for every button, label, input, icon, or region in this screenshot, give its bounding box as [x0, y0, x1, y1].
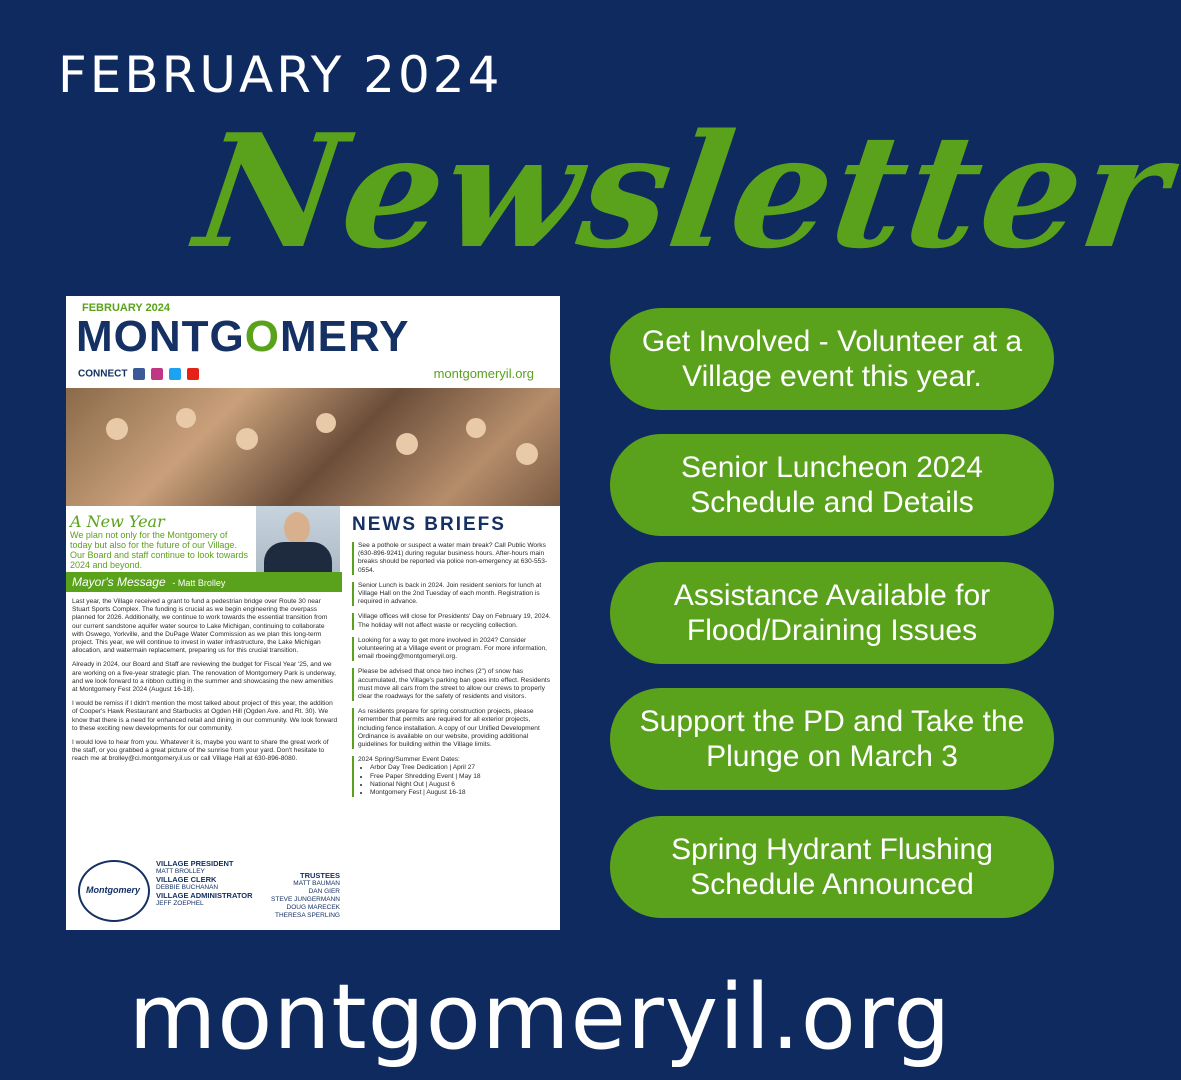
mayor-message-body: Last year, the Village received a grant to fund a pedestrian bridge over Route 30 near Stuart Sports Complex. The funding is crucial as we begin engineering the overpass planned for 2026. Additionally, we continue to work towards the essential transition from our current sandstone aquifer water source to Lake Michigan, continuing to collaborate with Oswego, Yorkville, and the DuPage Water Commission as we plan this long-term project. This year, we will continue to invest in water infrastructure, the Lake Michigan allocation, and watermain replacement, preparing us for this crucial transition. Already in 2024, our Board and Staff are reviewing the budget for Fiscal Year '25, and we are working on a five-year strategic plan. The renovation of Montgomery Park is underway, and we look forward to a ribbon cutting in the summer and showcasing the new amenities at Montgomery Fest 2024 (August 16-18). I would be remiss if I didn't mention the most talked about project of this year, the addition of Cooper's Hawk Restaurant and Starbucks at Ogden Hill (Ogden Ave. and Rt. 30). We know that there is a need for enhanced retail and dining in our community. We look forward to these exciting new developments for our community. I would love to hear from you. Whatever it is, maybe you want to share the great work of the staff, or you grabbed a great picture of the sunrise from your yard. Don't hesitate to reach me at brolley@ci.montgomery.il.us or call Village Hall at 630-896-8080.	[72, 598, 338, 763]
thumb-brand: MONTGOMERY	[76, 312, 410, 361]
mayor-message-bar: Mayor's Message - Matt Brolley	[66, 572, 342, 592]
instagram-icon	[151, 368, 163, 380]
twitter-icon	[169, 368, 181, 380]
thumb-new-year-sub: We plan not only for the Montgomery of today but also for the future of our Village. Our Board and staff continue to look towards 2024 and beyond.	[70, 530, 248, 570]
header-month: FEBRUARY 2024	[58, 46, 503, 104]
pill-senior-luncheon[interactable]: Senior Luncheon 2024 Schedule and Details	[610, 434, 1054, 536]
facebook-icon	[133, 368, 145, 380]
pill-flood-assistance[interactable]: Assistance Available for Flood/Draining Issues	[610, 562, 1054, 664]
senior-luncheon-photo	[66, 388, 560, 506]
pill-polar-plunge[interactable]: Support the PD and Take the Plunge on March 3	[610, 688, 1054, 790]
newsletter-thumbnail[interactable]	[66, 296, 560, 930]
news-briefs-heading: NEWS BRIEFS	[352, 514, 506, 535]
news-briefs-list: See a pothole or suspect a water main break? Call Public Works (630-896-9241) during regular business hours. After-hours main breaks should be reported via police non-emergency at 630-553-0554. Senior Lunch is back in 2024. Join resident seniors for lunch at Village Hall on the 2nd Tuesday of each month. Registration is required in advance. Village offices will close for Presidents' Day on February 19, 2024. The holiday will not affect waste or recycling collection. Looking for a way to get more involved in 2024? Consider volunteering at a Village event or program. For more information, email rboeing@montgomeryil.org. Please be advised that once two inches (2") of snow has accumulated, the Village's parking ban goes into effect. Residents must move all cars from the street to allow our crews to properly clear the roadways for the safety of residents and visitors. As residents prepare for spring construction projects, please remember that permits are required for all exterior projects, including fence installation. A copy of our Unified Development Ordinance is available on our website, providing additional guidelines for building within the Village limits. 2024 Spring/Summer Event Dates: • Arbor Day Tree Dedication | April 27 • Free Paper Shredding Event | May 18 • National Night Out | August 6 • Montgomery Fest | August 16-18	[352, 542, 552, 797]
thumb-month: FEBRUARY 2024	[82, 302, 171, 314]
village-seal: Montgomery	[78, 860, 150, 922]
pill-hydrant-flushing[interactable]: Spring Hydrant Flushing Schedule Announced	[610, 816, 1054, 918]
youtube-icon	[187, 368, 199, 380]
thumb-connect: CONNECT	[78, 368, 199, 380]
footer-url[interactable]: montgomeryil.org	[128, 965, 952, 1070]
newsletter-title: Newsletter	[187, 100, 1181, 283]
thumb-url: montgomeryil.org	[433, 366, 534, 381]
village-officials: Montgomery VILLAGE PRESIDENT MATT BROLLEY VILLAGE CLERK DEBBIE BUCHANAN VILLAGE ADMINISTRATOR JEFF ZOEPHEL TRUSTEES MATT BAUMAN DAN GIER STEVE JUNGERMANN DOUG MARECEK THERESA SPERLING	[72, 860, 342, 926]
thumb-new-year: A New Year	[70, 512, 165, 531]
pill-get-involved[interactable]: Get Involved - Volunteer at a Village event this year.	[610, 308, 1054, 410]
